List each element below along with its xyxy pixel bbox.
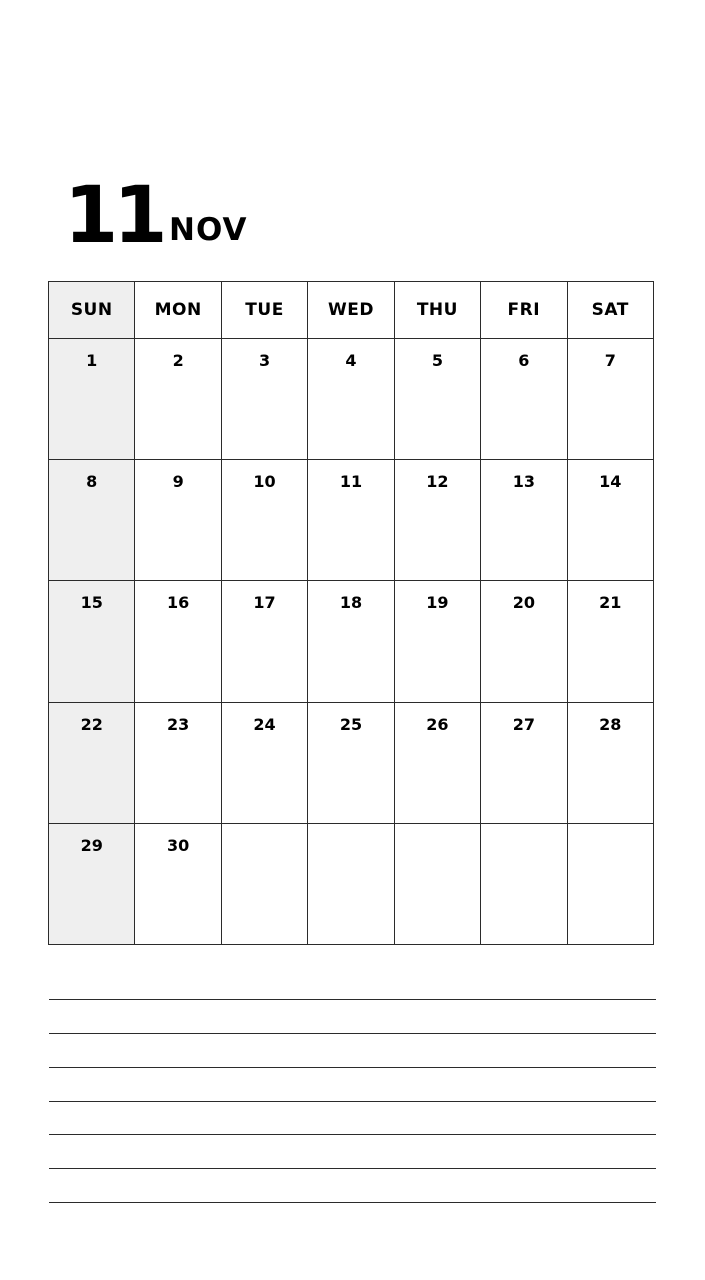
day-cell[interactable] [567, 581, 653, 702]
day-cell[interactable] [135, 702, 221, 823]
day-number: 21 [599, 593, 622, 613]
week-row [49, 823, 654, 944]
day-cell[interactable] [221, 702, 307, 823]
day-cell[interactable] [308, 823, 394, 944]
day-number: 14 [599, 472, 622, 492]
weekday-sun: SUN [49, 282, 135, 339]
day-number: 29 [80, 835, 103, 855]
day-number: 2 [172, 351, 184, 370]
day-number: 16 [167, 593, 190, 613]
day-number: 12 [426, 472, 449, 492]
day-cell[interactable] [221, 460, 307, 581]
day-cell[interactable] [221, 581, 307, 702]
day-number [308, 824, 393, 836]
day-number: 26 [426, 714, 449, 734]
day-number: 3 [258, 351, 271, 370]
day-number [395, 824, 480, 836]
day-cell[interactable] [135, 581, 221, 702]
day-cell[interactable] [135, 339, 221, 460]
day-cell[interactable] [308, 339, 394, 460]
weekday-fri: FRI [481, 282, 567, 339]
note-line[interactable] [49, 1202, 656, 1203]
day-cell[interactable] [49, 702, 135, 823]
day-cell[interactable] [394, 581, 480, 702]
day-cell[interactable] [49, 339, 135, 460]
day-cell[interactable] [308, 702, 394, 823]
weekday-mon: MON [135, 282, 221, 339]
day-number: 24 [253, 714, 276, 734]
week-row [49, 339, 654, 460]
weekday-tue: TUE [221, 282, 307, 339]
day-cell[interactable] [481, 339, 567, 460]
weekday-thu: THU [394, 282, 480, 339]
day-cell[interactable] [394, 702, 480, 823]
day-cell[interactable] [308, 581, 394, 702]
day-number: 25 [339, 714, 363, 734]
day-number: 10 [253, 472, 276, 492]
month-number: 11 [64, 171, 163, 261]
day-number: 11 [339, 472, 363, 492]
day-number: 18 [339, 593, 363, 613]
day-cell[interactable] [481, 581, 567, 702]
day-number: 22 [80, 714, 103, 734]
day-cell[interactable] [394, 460, 480, 581]
day-cell[interactable] [567, 339, 653, 460]
day-number: 17 [253, 593, 276, 613]
day-number [222, 824, 307, 836]
day-number: 15 [80, 593, 103, 613]
week-row [49, 581, 654, 702]
day-number: 9 [172, 472, 184, 492]
day-number: 28 [599, 714, 622, 734]
day-cell[interactable] [394, 339, 480, 460]
day-cell[interactable] [567, 823, 653, 944]
day-cell[interactable] [221, 339, 307, 460]
day-number: 6 [518, 351, 530, 370]
weekday-sat: SAT [567, 282, 653, 339]
note-line[interactable] [49, 1168, 656, 1169]
weekday-wed: WED [308, 282, 394, 339]
week-row [49, 702, 654, 823]
day-number: 13 [512, 472, 535, 492]
day-number: 20 [512, 593, 535, 613]
day-number: 5 [431, 351, 443, 370]
week-row [49, 460, 654, 581]
day-number: 1 [86, 351, 98, 370]
day-cell[interactable] [49, 581, 135, 702]
day-number: 23 [167, 714, 190, 734]
day-number [568, 824, 653, 836]
day-cell[interactable] [567, 460, 653, 581]
day-cell[interactable] [135, 823, 221, 944]
day-number: 27 [512, 714, 535, 734]
note-line[interactable] [49, 1033, 656, 1034]
day-cell[interactable] [481, 823, 567, 944]
day-number [481, 824, 566, 836]
day-cell[interactable] [481, 460, 567, 581]
note-line[interactable] [49, 1067, 656, 1068]
month-name: NOV [169, 212, 248, 248]
day-cell[interactable] [567, 702, 653, 823]
note-line[interactable] [49, 1101, 656, 1102]
day-number: 19 [426, 593, 449, 613]
day-cell[interactable] [49, 823, 135, 944]
day-number: 8 [86, 472, 98, 492]
day-cell[interactable] [394, 823, 480, 944]
day-cell[interactable] [481, 702, 567, 823]
day-cell[interactable] [49, 460, 135, 581]
day-number: 30 [167, 835, 190, 855]
day-number: 7 [604, 351, 616, 370]
note-line[interactable] [49, 1134, 656, 1135]
day-cell[interactable] [135, 460, 221, 581]
day-number: 4 [345, 351, 357, 370]
note-line[interactable] [49, 999, 656, 1000]
calendar-grid [48, 281, 654, 945]
weekday-header-row [49, 282, 654, 339]
day-cell[interactable] [308, 460, 394, 581]
day-cell[interactable] [221, 823, 307, 944]
